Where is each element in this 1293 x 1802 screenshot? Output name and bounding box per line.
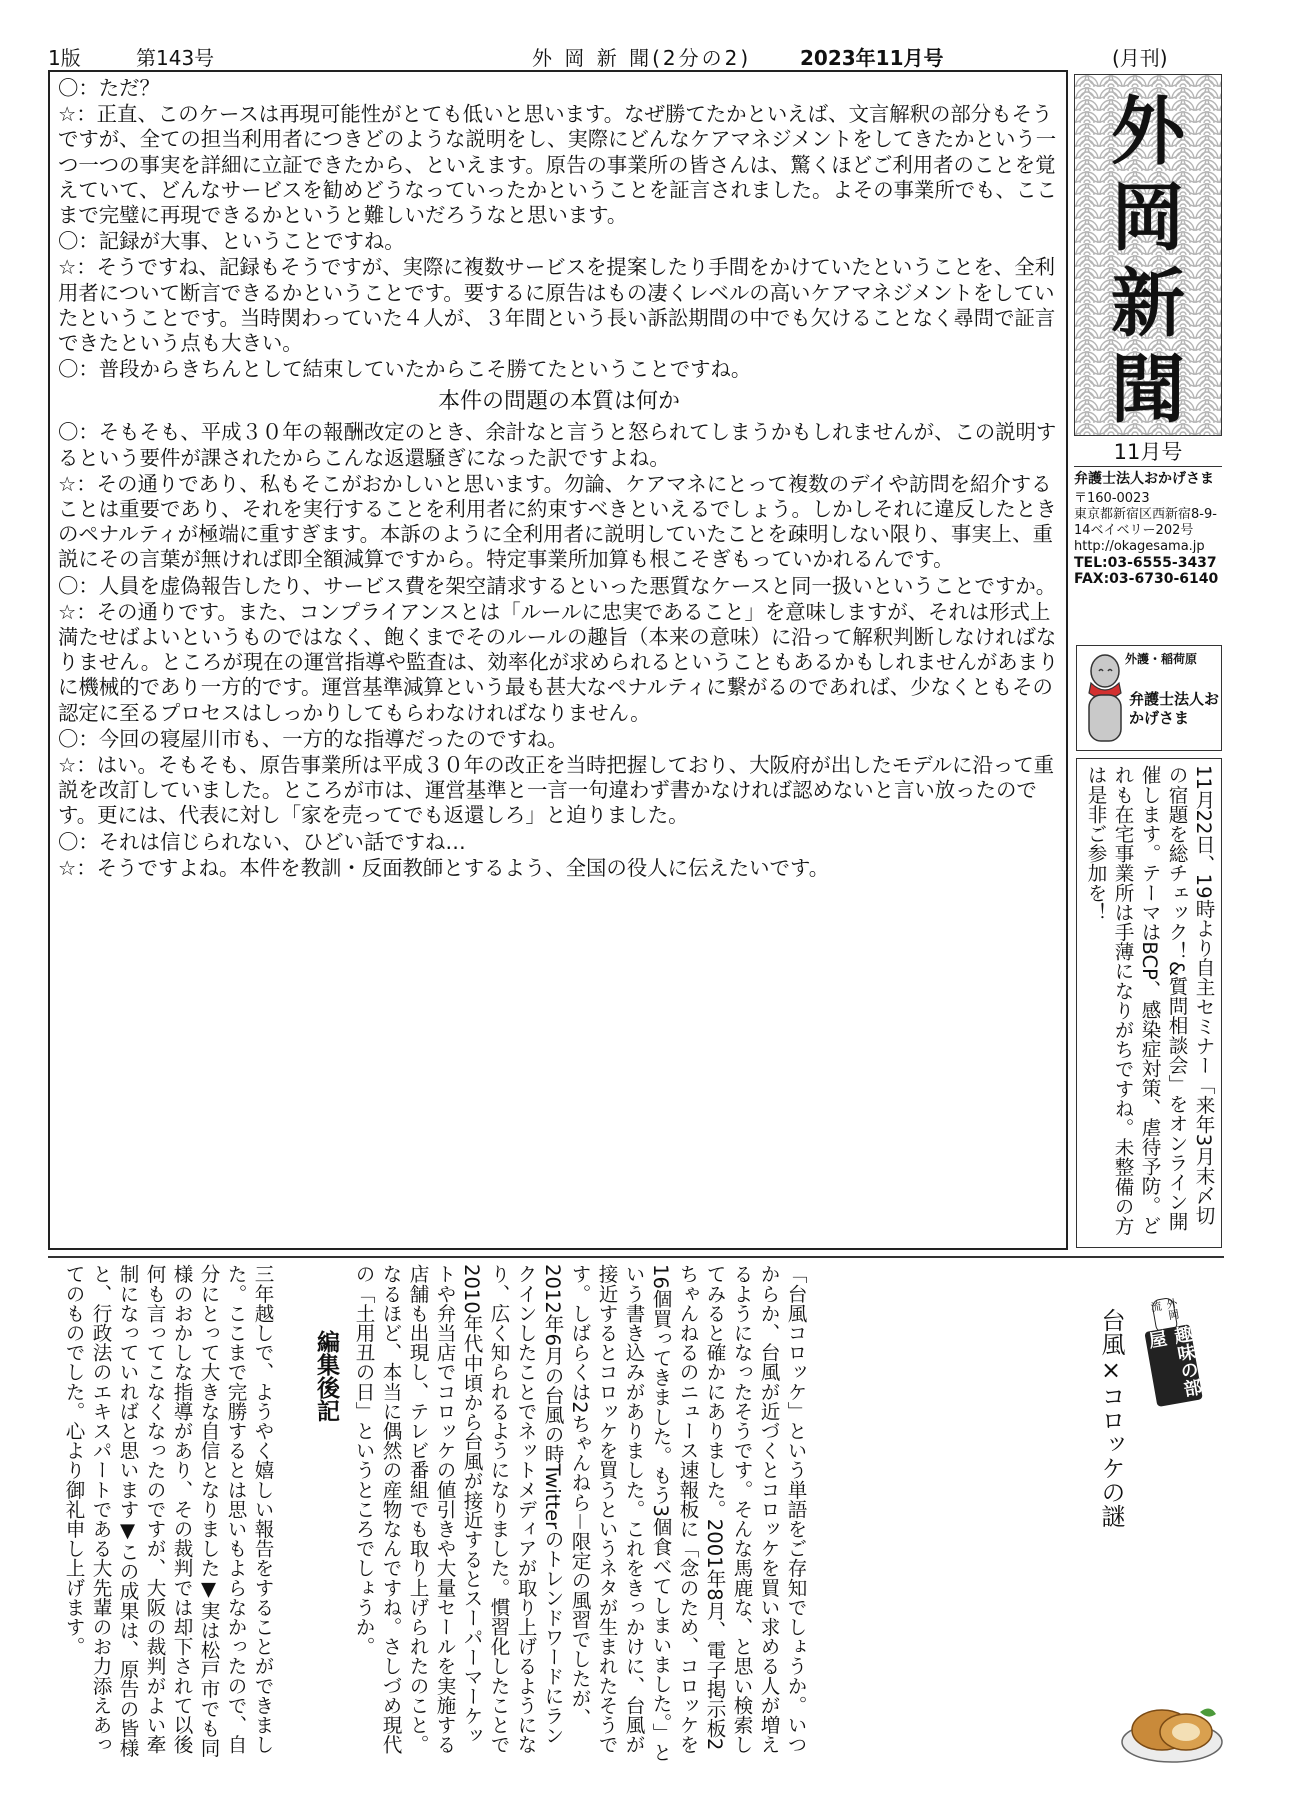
page-header	[48, 38, 1224, 72]
publisher-info	[1074, 438, 1222, 587]
masthead-char: 外	[1111, 89, 1185, 175]
badge-tag: 外岡流	[1151, 1297, 1179, 1334]
masthead-char: 聞	[1111, 347, 1185, 433]
newspaper-title: 外 岡 新 聞(2分の2)	[532, 46, 752, 70]
hobby-column-body: 「台風コロッケ」という単語をご存知でしょうか。いつからか、台風が近づくとコロッケを買い求める人が増えるようになったそうです。そんな馬鹿な、と思い検索してみると確かにありました。2001年8月、電子掲示板2ちゃんねるのニュース速報板に「念のため、コロッケを16個買ってきました。もう3個食べてしまいました。」という書き込みがありました。これをきっかけに、台風が接近するとコロッケを買うというネタが生まれたそうです。しばらくは2ちゃんねら－限定の風習でしたが、2012年6月の台風の時Twitterのトレンドワードにランクインしたことでネットメディアが取り上げるようになり、広く知られるようになりました。慣習化したことで2010年代中頃から台風が接近するとスーパーマーケットや弁当店でコロッケの値引きや大量セールを実施する店舗も出現し、テレビ番組でも取り上げられたのこと。なるほど、本当に偶然の産物なんですね。さしづめ現代の「土用丑の日」というところでしょうか。	[352, 1264, 807, 1762]
edition-number: 1版	[48, 46, 81, 70]
croquette-illustration-icon	[1118, 1690, 1226, 1770]
website-link[interactable]: http://okagesama.jp	[1074, 539, 1205, 554]
publication-frequency: (月刊)	[1112, 46, 1168, 70]
section-divider	[48, 1256, 1224, 1258]
phone-number: TEL:03-6555-3437	[1074, 555, 1217, 571]
article-paragraph: ☆：そうですよね。本件を教訓・反面教師とするよう、全国の役人に伝えたいです。	[58, 855, 830, 880]
article-paragraph: 〇：それは信じられない、ひどい話ですね…	[58, 829, 466, 854]
issue-date: 2023年11月号	[800, 46, 944, 70]
article-paragraph: ☆：その通りです。また、コンプライアンスとは「ルールに忠実であること」を意味しますが、それは形式上満たせばよいというものではなく、飽くまでそのルールの趣旨（本来の意味）に沿って解釈判断しなければなりません。ところが現在の運営指導や監査は、効率化が求められるということもあるかもしれませんがあまりに機械的であり一方的です。運営基準減算という最も甚大なペナルティに繋がるのであれば、少なくともその認定に至るプロセスはしっかりしてもらわなければなりません。	[58, 599, 1059, 725]
fax-number: FAX:03-6730-6140	[1074, 571, 1219, 587]
article-paragraph: ☆：その通りであり、私もそこがおかしいと思います。勿論、ケアマネにとって複数のデイや訪問を紹介することは重要であり、それを実行することを利用者に約束すべきといえるでしょう。しかしそれに違反したときのペナルティが極端に重すぎます。本訴のように全利用者に説明していたことを疎明しない限り、事実上、重説にその言葉が無ければ即全額減算ですから。特定事業所加算も根こそぎもっていかれるんです。	[58, 471, 1057, 572]
article-paragraph: 〇：今回の寝屋川市も、一方的な指導だったのですね。	[58, 726, 568, 751]
article-paragraph: 〇：そもそも、平成３０年の報酬改定のとき、余計なと言うと怒られてしまうかもしれませんが、この説明するという要件が課されたからこんな返還騒ぎになった訳ですよね。	[58, 420, 1057, 470]
address: 東京都新宿区西新宿8-9-14ベイベリー202号	[1074, 507, 1217, 538]
badge-label: 趣味の部屋	[1144, 1324, 1202, 1407]
firm-name: 弁護士法人おかげさま	[1074, 471, 1214, 487]
hobby-column-title: 台風×コロッケの謎	[1097, 1308, 1125, 1528]
article-paragraph: 〇：人員を虚偽報告したり、サービス費を架空請求するといった悪質なケースと同一扱いということですか。	[58, 573, 1057, 598]
article-paragraph: ☆：正直、このケースは再現可能性がとても低いと思います。なぜ勝てたかといえば、文言解釈の部分もそうですが、全ての担当利用者につきどのような説明をし、実際にどんなケアマネジメントをしてきたかという一つ一つの事実を詳細に立証できたから、といえます。原告の事業所の皆さんは、驚くほどご利用者のことを覚えていて、どんなサービスを勧めどうなっていったかということを証言されました。よその事業所でも、ここまで完璧に再現できるかというと難しいだろうなと思います。	[58, 102, 1057, 228]
main-article-box	[48, 70, 1068, 1250]
masthead-char: 新	[1111, 261, 1185, 347]
masthead-logo	[1074, 74, 1222, 436]
section-subheading: 本件の問題の本質は何か	[437, 389, 680, 415]
firm-logo-box	[1076, 645, 1222, 751]
logo-caption: 外護・稲荷原	[1125, 652, 1198, 666]
interview-article	[58, 76, 1060, 882]
editorial-body: 三年越しで、ようやく嬉しい報告をすることができました。ここまで完勝するとは思いもよらなかったので、自分にとって大きな自信となりました▼実は松戸市でも同様のおかしな指導があり、その裁判では却下されて以後何も言ってこなくなったのですが、大阪の裁判がよい牽制になっていればと思います▼この成果は、原告の皆様と、行政法のエキスパートである大先輩のお力添えあってのものでした。心より御礼申し上げます。	[62, 1264, 274, 1758]
issue-number: 第143号	[136, 46, 215, 70]
jizo-mascot-icon	[1081, 649, 1129, 749]
article-paragraph: ☆：はい。そもそも、原告事業所は平成３０年の改正を当時把握しており、大阪府が出したモデルに沿って重説を改訂していました。ところが市は、運営基準と一言一句違わず書かなければ認めないと言い放ったのです。更には、代表に対し「家を売ってでも返還しろ」と迫りました。	[58, 753, 1055, 828]
seminar-notice-text: 11月22日、19時より自主セミナー「来年3月末〆切の宿題を総チェック！&質問相談会」をオンライン開催します。テーマはBCP、感染症対策、虐待予防。どれも在宅事業所は手薄になりがちですね。未整備の方は是非ご参加を！	[1084, 765, 1215, 1236]
issue-month: 11月号	[1074, 438, 1222, 467]
editorial-title: 編集後記	[313, 1330, 339, 1422]
logo-firm-name: 弁護士法人おかげさま	[1129, 690, 1220, 727]
article-paragraph: ☆：そうですね、記録もそうですが、実際に複数サービスを提案したり手間をかけていたということを、全利用者について断言できるかということです。要するに原告はもの凄くレベルの高いケアマネジメントをしていたということです。当時関わっていた４人が、３年間という長い訴訟期間の中でも欠けることなく尋問で証言できたという点も大きい。	[58, 255, 1056, 356]
masthead-title	[1075, 89, 1221, 433]
postal-code: 〒160-0023	[1074, 491, 1150, 506]
masthead-char: 岡	[1111, 175, 1185, 261]
article-paragraph: 〇：ただ？	[58, 76, 160, 100]
seminar-notice	[1076, 758, 1222, 1248]
article-paragraph: 〇：普段からきちんとして結束していたからこそ勝てたということですね。	[58, 357, 752, 382]
article-paragraph: 〇：記録が大事、ということですね。	[58, 229, 405, 254]
hobby-corner-badge	[1133, 1294, 1207, 1408]
